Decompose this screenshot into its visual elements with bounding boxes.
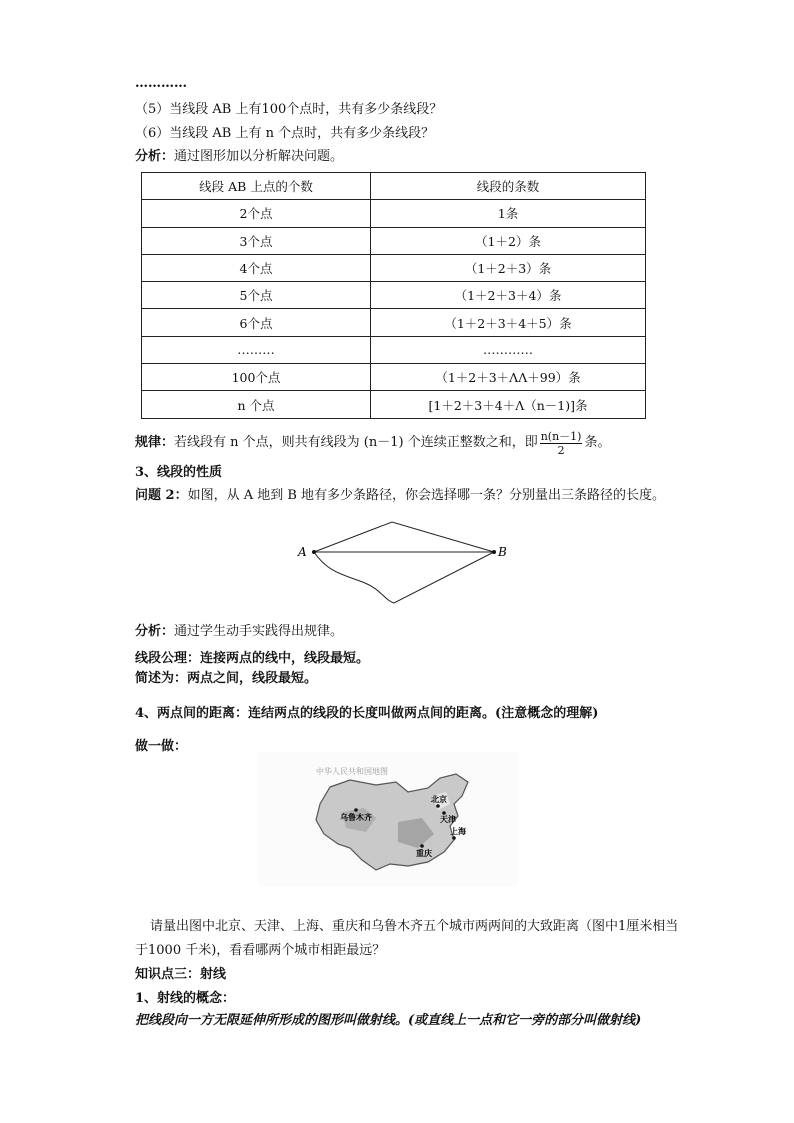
ray-definition: 把线段向一方无限延伸所形成的图形叫做射线。(或直线上一点和它一旁的部分叫做射线) [135,1013,642,1028]
analysis-1 [135,148,343,166]
city-marker-shanghai [452,836,456,840]
ellipsis-top: ………… [135,76,187,91]
table-cell: [1＋2＋3＋4＋Λ（n－1)]条 [371,391,646,418]
city-marker-urumqi [354,808,358,812]
map-title: 中华人民共和国地图 [316,767,388,776]
table-row [142,282,646,309]
segment-count-table [141,172,646,419]
table-cell: ……… [142,336,371,363]
table-row [142,364,646,391]
axiom-short: 简述为：两点之间，线段最短。 [135,671,318,686]
analysis-2-label: 分析： [135,624,175,639]
measure-instruction-2: 于1000 千米)，看看哪两个城市相距最远？ [135,943,386,958]
city-marker-beijing [436,804,440,808]
table-cell: （1＋2＋3＋4）条 [371,282,646,309]
table-header-cell: 线段 AB 上点的个数 [142,173,371,200]
rule-text-end: 条。 [584,434,611,450]
china-map-image [258,752,518,887]
table-row [142,200,646,227]
city-label-chongqing: 重庆 [416,849,432,858]
china-map-graphic [258,752,518,887]
label-b: B [498,545,507,559]
rule-line [135,429,611,456]
table-cell: ………… [371,336,646,363]
table-cell: 2个点 [142,200,371,227]
table-row [142,254,646,281]
rule-fraction [540,430,583,457]
measure-instruction-1: 请量出图中北京、天津、上海、重庆和乌鲁木齐五个城市两两间的大致距离（图中1厘米相当 [150,919,679,934]
table-cell: 1条 [371,200,646,227]
table-row [142,391,646,418]
table-cell: （1＋2＋3＋ΛΛ＋99）条 [371,364,646,391]
analysis-2 [135,623,343,641]
city-marker-chongqing [420,844,424,848]
city-label-urumqi: 乌鲁木齐 [340,813,372,822]
fraction-denominator: 2 [557,444,565,457]
lower-curve-path [314,552,494,603]
path-figure [290,515,520,615]
section-3-title: 3、线段的性质 [135,465,223,480]
analysis-2-text: 通过学生动手实践得出规律。 [174,624,344,639]
section-4-distance: 4、两点间的距离：连结两点的线段的长度叫做两点间的距离。(注意概念的理解) [135,706,599,721]
point-b [492,550,496,554]
problem-2 [135,487,665,505]
problem-2-label: 问题 2： [135,488,188,503]
point-a [312,550,316,554]
do-it-label: 做一做： [135,739,188,754]
table-cell: （1＋2＋3）条 [371,254,646,281]
city-label-beijing: 北京 [431,795,447,804]
question-5: （5）当线段 AB 上有100个点时，共有多少条线段？ [135,102,443,117]
label-a: A [298,545,307,559]
problem-2-text: 如图，从 A 地到 B 地有多少条路径，你会选择哪一条？分别量出三条路径的长度。 [187,488,666,503]
table-header-row [142,173,646,200]
rule-text: 若线段有 n 个点，则共有线段为 (n－1) 个连续正整数之和，即 [174,434,538,450]
knowledge-point-3: 知识点三：射线 [135,967,227,982]
segment-axiom: 线段公理：连接两点的线中，线段最短。 [135,651,370,666]
analysis-1-label: 分析： [135,149,175,164]
table-cell: 4个点 [142,254,371,281]
upper-path [314,522,494,552]
table-header-cell: 线段的条数 [371,173,646,200]
table-cell: 5个点 [142,282,371,309]
table-cell: （1＋2＋3＋4＋5）条 [371,309,646,336]
city-label-shanghai: 上海 [450,827,466,836]
analysis-1-text: 通过图形加以分析解决问题。 [174,149,344,164]
table-row [142,227,646,254]
table-cell: 6个点 [142,309,371,336]
table-row [142,309,646,336]
city-label-tianjin: 天津 [440,815,456,824]
table-cell: 3个点 [142,227,371,254]
rule-label: 规律： [135,434,175,450]
table-cell: （1＋2）条 [371,227,646,254]
table-cell: n 个点 [142,391,371,418]
question-6: （6）当线段 AB 上有 n 个点时，共有多少条线段？ [135,126,435,141]
ray-concept-title: 1、射线的概念： [135,991,236,1006]
table-row [142,336,646,363]
table-cell: 100个点 [142,364,371,391]
fraction-numerator: n(n－1) [540,430,582,443]
